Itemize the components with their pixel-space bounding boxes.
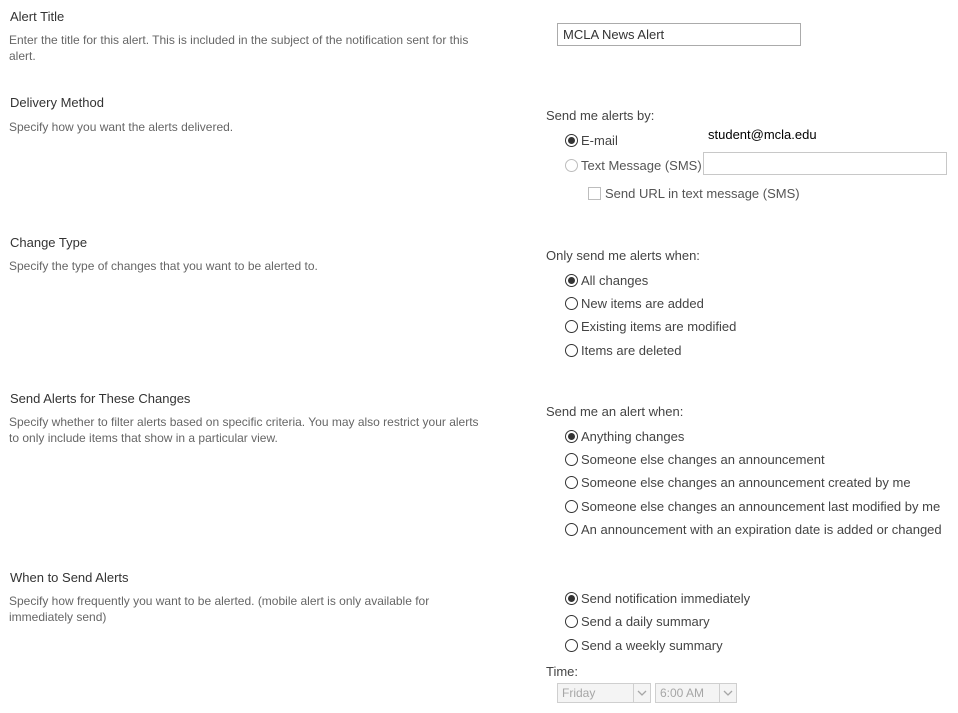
sms-number-input[interactable]	[703, 152, 947, 175]
change-type-option-deleted[interactable]	[565, 343, 681, 358]
when-option-label: Send a weekly summary	[581, 638, 723, 653]
email-radio[interactable]	[565, 134, 578, 147]
filter-radio[interactable]	[565, 453, 578, 466]
send-url-option[interactable]	[588, 186, 800, 201]
filter-option-created-by-me[interactable]	[565, 475, 911, 490]
email-address: student@mcla.edu	[708, 127, 817, 142]
change-type-option-label: New items are added	[581, 296, 704, 311]
filter-option-modified-by-me[interactable]	[565, 499, 940, 514]
when-option-label: Send notification immediately	[581, 591, 751, 606]
change-type-radio[interactable]	[565, 274, 578, 287]
when-option-daily[interactable]	[565, 614, 710, 629]
day-select-value: Friday	[562, 686, 596, 700]
filter-radio[interactable]	[565, 430, 578, 443]
alert-title-heading: Alert Title	[10, 9, 65, 24]
change-type-prompt: Only send me alerts when:	[546, 248, 700, 263]
when-radio[interactable]	[565, 639, 578, 652]
filter-option-someone-else[interactable]	[565, 452, 825, 467]
filter-option-label: Anything changes	[581, 429, 685, 444]
sms-radio[interactable]	[565, 159, 578, 172]
filter-option-anything[interactable]	[565, 429, 684, 444]
alert-title-input[interactable]: MCLA News Alert	[557, 23, 801, 46]
change-type-option-new[interactable]	[565, 296, 704, 311]
delivery-method-description: Specify how you want the alerts delivered.	[9, 120, 234, 134]
time-label: Time:	[546, 664, 579, 679]
send-url-checkbox[interactable]	[588, 187, 601, 200]
filter-radio[interactable]	[565, 500, 578, 513]
filter-radio[interactable]	[565, 476, 578, 489]
filter-heading: Send Alerts for These Changes	[10, 391, 191, 406]
sms-option-label: Text Message (SMS)	[581, 158, 702, 173]
chevron-down-icon	[719, 684, 736, 702]
filter-radio[interactable]	[565, 523, 578, 536]
send-url-label: Send URL in text message (SMS)	[605, 186, 800, 201]
email-option-label: E-mail	[581, 133, 618, 148]
filter-option-label: Someone else changes an announcement	[581, 452, 825, 467]
filter-description: Specify whether to filter alerts based on specific criteria. You may also restrict your alerts to only include items that show in a particular view.	[9, 415, 479, 445]
change-type-option-label: Existing items are modified	[581, 319, 737, 334]
time-select[interactable]	[655, 683, 737, 703]
change-type-option-all[interactable]	[565, 273, 648, 288]
change-type-radio[interactable]	[565, 297, 578, 310]
filter-option-label: Someone else changes an announcement last modified by me	[581, 499, 941, 514]
filter-option-expiration[interactable]	[565, 522, 942, 537]
when-option-weekly[interactable]	[565, 638, 723, 653]
sms-option[interactable]	[565, 158, 702, 173]
day-select[interactable]	[557, 683, 651, 703]
change-type-radio[interactable]	[565, 320, 578, 333]
filter-prompt: Send me an alert when:	[546, 404, 684, 419]
when-option-label: Send a daily summary	[581, 614, 710, 629]
alert-title-description: Enter the title for this alert. This is included in the subject of the notification sent for this alert.	[9, 33, 469, 63]
change-type-option-label: Items are deleted	[581, 343, 682, 358]
change-type-option-label: All changes	[581, 273, 649, 288]
time-select-value: 6:00 AM	[660, 686, 705, 700]
delivery-prompt: Send me alerts by:	[546, 108, 655, 123]
when-description: Specify how frequently you want to be alerted. (mobile alert is only available for immediately send)	[9, 594, 430, 624]
change-type-heading: Change Type	[10, 235, 88, 250]
when-radio[interactable]	[565, 592, 578, 605]
chevron-down-icon	[633, 684, 650, 702]
email-option[interactable]	[565, 133, 618, 148]
change-type-description: Specify the type of changes that you want to be alerted to.	[9, 259, 318, 273]
when-radio[interactable]	[565, 615, 578, 628]
change-type-radio[interactable]	[565, 344, 578, 357]
change-type-option-modified[interactable]	[565, 319, 736, 334]
when-heading: When to Send Alerts	[10, 570, 129, 585]
filter-option-label: Someone else changes an announcement created by me	[581, 475, 911, 490]
when-option-immediately[interactable]	[565, 591, 750, 606]
delivery-method-heading: Delivery Method	[10, 95, 104, 110]
filter-option-label: An announcement with an expiration date is added or changed	[581, 522, 942, 537]
